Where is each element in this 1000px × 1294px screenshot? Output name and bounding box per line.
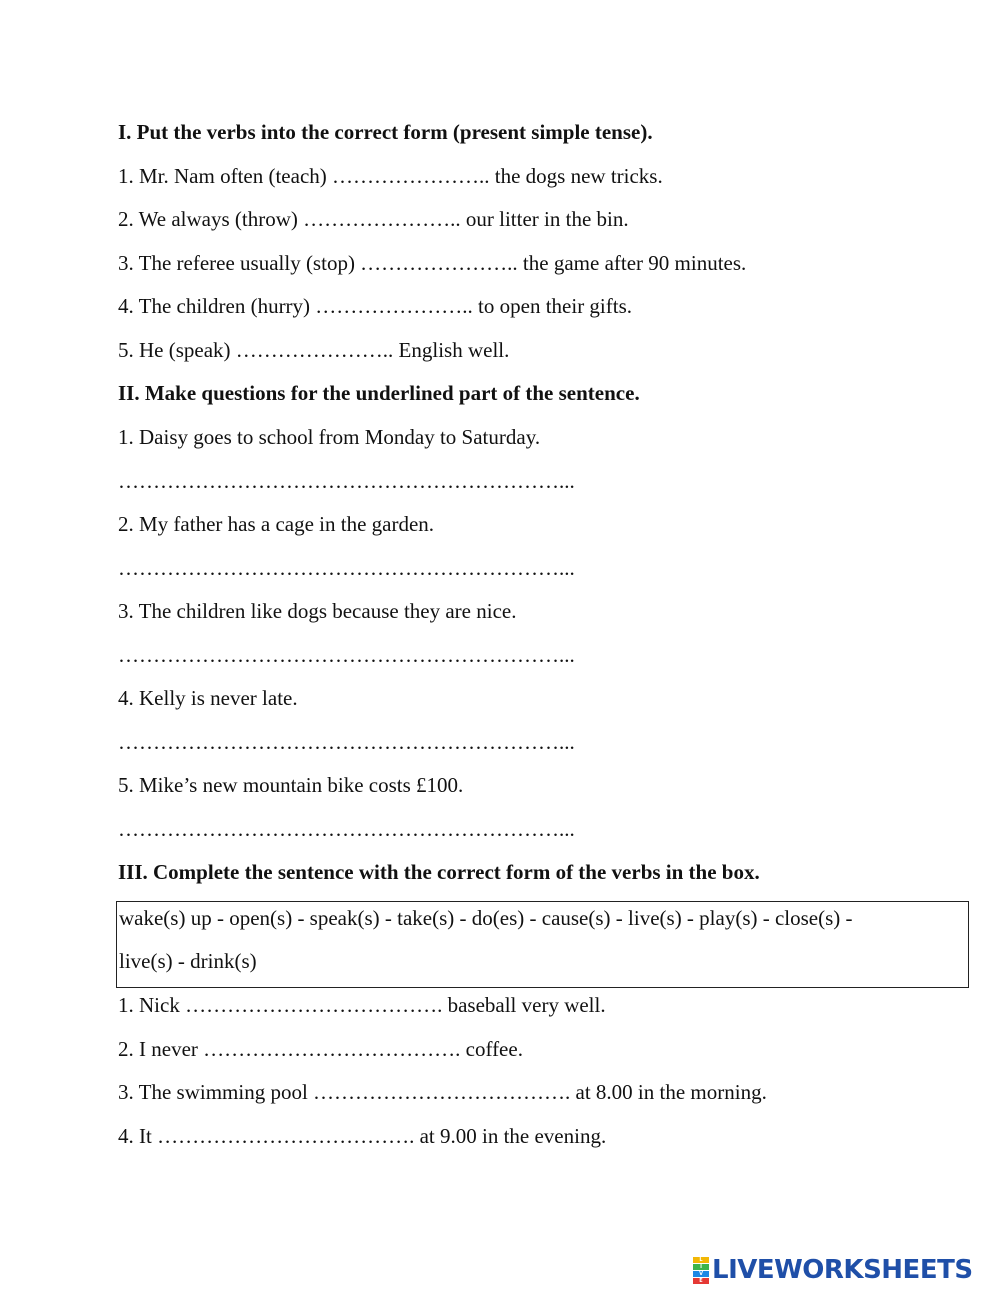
exercise-1-item-4: 4. The children (hurry) ………………….. to open their gifts. (118, 294, 633, 318)
exercise-3-item-1: 1. Nick ………………………………. baseball very well. (118, 993, 606, 1017)
logo-mark-letter-v: V (693, 1271, 709, 1277)
exercise-2-answer-line-3[interactable]: ………………………………………………………... (118, 643, 575, 667)
verb-box (116, 901, 969, 988)
section-3-heading: III. Complete the sentence with the correct form of the verbs in the box. (118, 860, 760, 884)
exercise-2-answer-line-1[interactable]: ………………………………………………………... (118, 469, 575, 493)
exercise-3-item-2: 2. I never ………………………………. coffee. (118, 1037, 523, 1061)
exercise-1-item-1: 1. Mr. Nam often (teach) ………………….. the dogs new tricks. (118, 164, 663, 188)
section-2-heading: II. Make questions for the underlined part of the sentence. (118, 381, 640, 405)
exercise-2-sentence-4: 4. Kelly is never late. (118, 686, 298, 710)
exercise-2-sentence-5: 5. Mike’s new mountain bike costs £100. (118, 773, 464, 797)
exercise-2-sentence-2: 2. My father has a cage in the garden. (118, 512, 435, 536)
exercise-2-sentence-3: 3. The children like dogs because they are nice. (118, 599, 517, 623)
logo-wordmark: LIVEWORKSHEETS (712, 1255, 973, 1285)
logo-mark-icon (693, 1257, 709, 1283)
exercise-1-item-5: 5. He (speak) ………………….. English well. (118, 338, 510, 362)
verb-box-line-1: wake(s) up - open(s) - speak(s) - take(s) - do(es) - cause(s) - live(s) - play(s) - close(s) - (119, 906, 853, 930)
exercise-2-answer-line-4[interactable]: ………………………………………………………... (118, 730, 575, 754)
exercise-2-answer-line-2[interactable]: ………………………………………………………... (118, 556, 575, 580)
logo-mark-letter-l: L (693, 1257, 709, 1263)
liveworksheets-logo (693, 1255, 973, 1285)
section-1-heading: I. Put the verbs into the correct form (present simple tense). (118, 120, 653, 144)
exercise-2-answer-line-5[interactable]: ………………………………………………………... (118, 817, 575, 841)
exercise-2-sentence-1: 1. Daisy goes to school from Monday to Saturday. (118, 425, 541, 449)
exercise-1-item-2: 2. We always (throw) ………………….. our litter in the bin. (118, 207, 629, 231)
exercise-3-item-4: 4. It ………………………………. at 9.00 in the evening. (118, 1124, 607, 1148)
exercise-1-item-3: 3. The referee usually (stop) ………………….. the game after 90 minutes. (118, 251, 747, 275)
logo-mark-letter-i: I (693, 1264, 709, 1270)
logo-mark-letter-e: E (693, 1278, 709, 1284)
verb-box-line-2: live(s) - drink(s) (119, 949, 257, 973)
exercise-3-item-3: 3. The swimming pool ………………………………. at 8.00 in the morning. (118, 1080, 767, 1104)
